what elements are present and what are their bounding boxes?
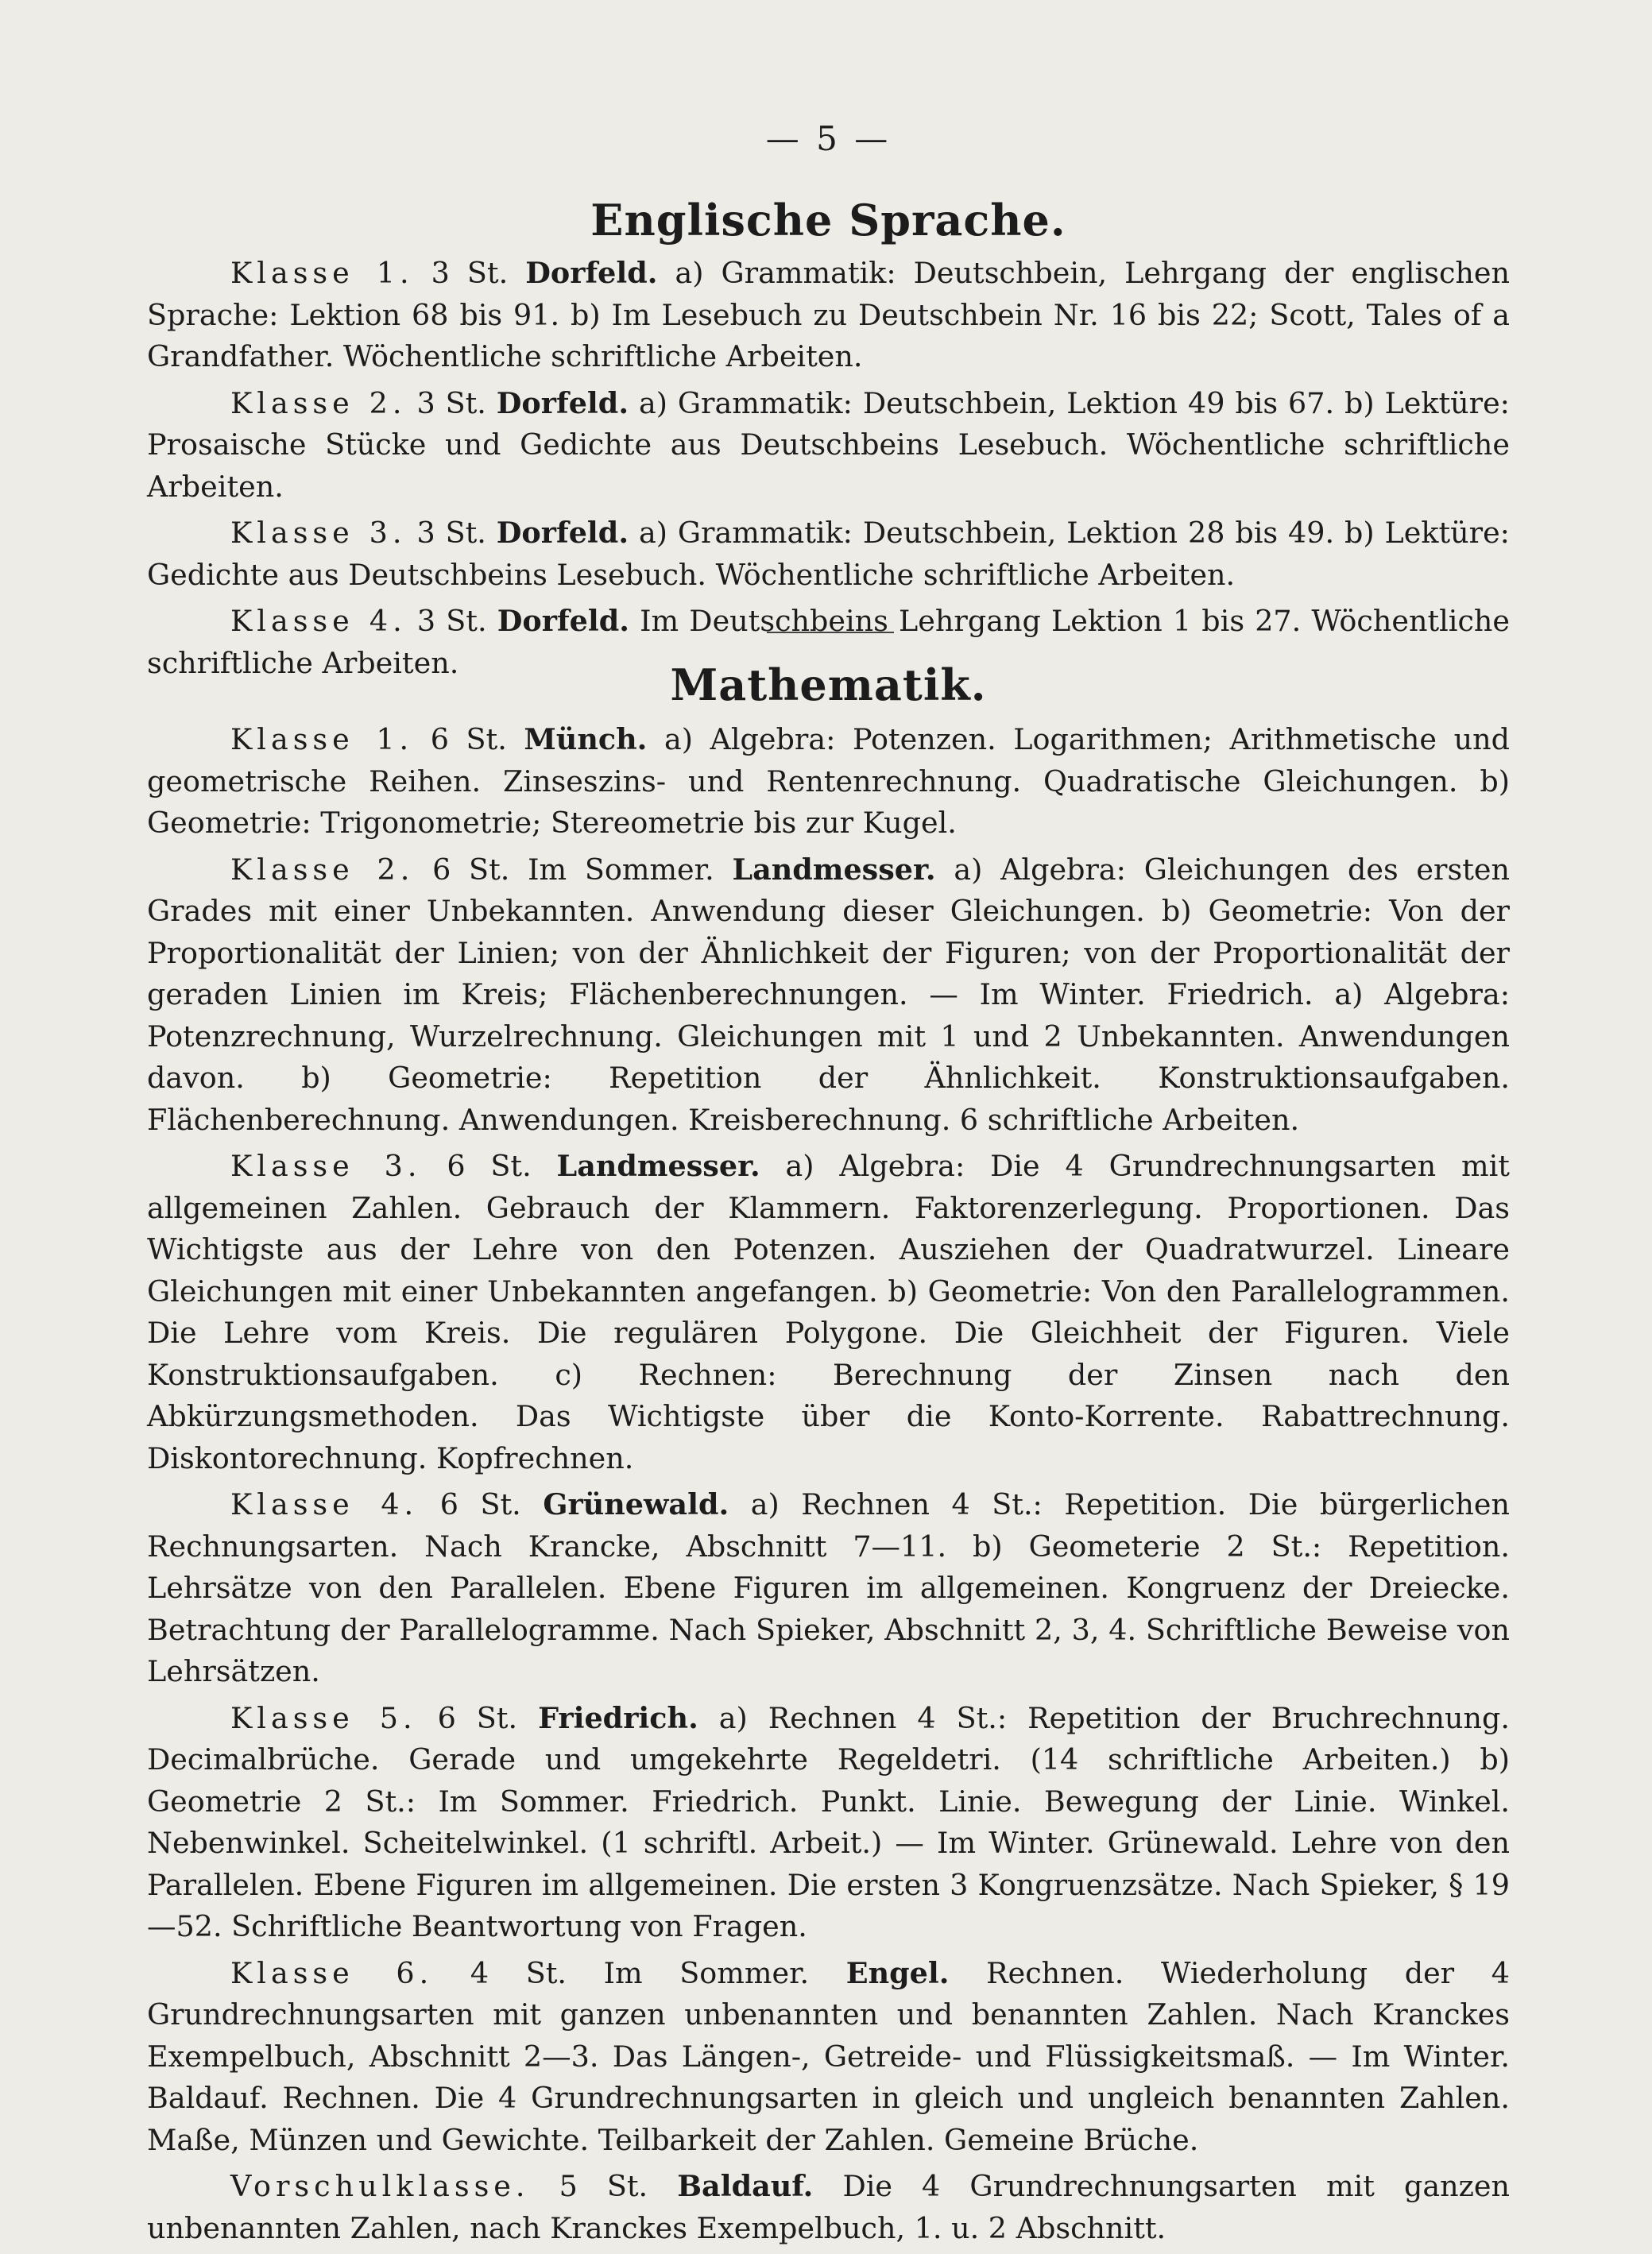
- hours: 5 St.: [559, 2169, 648, 2203]
- hours: 3 St.: [416, 604, 487, 638]
- section-heading-mathematik: Mathematik.: [670, 659, 987, 710]
- teacher-name: Dorfeld.: [496, 385, 629, 420]
- teacher-name: Landmesser.: [556, 1149, 760, 1183]
- curriculum-text: a) Grammatik: Deutschbein, Lektion 28 bis 49. b) Lektüre: Gedichte aus Deutschbeins Lesebuch. Wöchentliche schriftliche Arbeiten.: [147, 516, 1510, 592]
- class-label: Klasse 1.: [230, 256, 414, 290]
- teacher-name: Dorfeld.: [497, 604, 629, 638]
- teacher-name: Friedrich.: [538, 1700, 698, 1735]
- section-divider: [767, 632, 894, 633]
- class-label: Klasse 3.: [230, 516, 407, 550]
- curriculum-text: a) Algebra: Potenzen. Logarithmen; Arithmetische und geometrische Reihen. Zinseszins- und Rentenrechnung. Quadratische Gleichungen. b) Geometrie: Trigonometrie; Stereometrie bis zur Kugel.: [147, 722, 1510, 840]
- section-mathematik: [147, 719, 1510, 2254]
- curriculum-text: a) Rechnen 4 St.: Repetition. Die bürgerlichen Rechnungsarten. Nach Krancke, Abschnitt 7—11. b) Geometerie 2 St.: Repetition. Lehrsätze von den Parallelen. Ebene Figuren im allgemeinen. Kongruenz der Dreiecke. Betrachtung der Parallelogramme. Nach Spieker, Abschnitt 2, 3, 4. Schriftliche Beweise von Lehrsätzen.: [147, 1487, 1510, 1688]
- curriculum-text: a) Algebra: Gleichungen des ersten Grades mit einer Unbekannten. Anwendung dieser Gleichungen. b) Geometrie: Von der Proportionalität der Linien; von der Ähnlichkeit der Figuren; von der Proportionalität der geraden Linien im Kreis; Flächenberechnungen. — Im Winter. Friedrich. a) Algebra: Potenzrechnung, Wurzelrechnung. Gleichungen mit 1 und 2 Unbekannten. Anwendungen davon. b) Geometrie: Repetition der Ähnlichkeit. Konstruktionsaufgaben. Flächenberechnung. Anwendungen. Kreisberechnung. 6 schriftliche Arbeiten.: [147, 852, 1510, 1137]
- class-label: Klasse 6.: [230, 1955, 434, 1990]
- curriculum-paragraph: [147, 1698, 1510, 1948]
- section-heading-englisch: Englische Sprache.: [590, 195, 1066, 246]
- teacher-name: Dorfeld.: [496, 516, 629, 550]
- hours: 6 St.: [430, 722, 507, 756]
- hours: 3 St.: [416, 385, 486, 420]
- teacher-name: Landmesser.: [732, 852, 936, 887]
- class-label: Klasse 4.: [230, 1487, 419, 1521]
- curriculum-paragraph: [147, 1953, 1510, 2162]
- curriculum-text: a) Rechnen 4 St.: Repetition der Bruchrechnung. Decimalbrüche. Gerade und umgekehrte Regeldetri. (14 schriftliche Arbeiten.) b) Geometrie 2 St.: Im Sommer. Friedrich. Punkt. Linie. Bewegung der Linie. Winkel. Nebenwinkel. Scheitelwinkel. (1 schriftl. Arbeit.) — Im Winter. Grünewald. Lehre von den Parallelen. Ebene Figuren im allgemeinen. Die ersten 3 Kongruenzsätze. Nach Spieker, § 19—52. Schriftliche Beantwortung von Fragen.: [147, 1700, 1511, 1943]
- curriculum-paragraph: [147, 1484, 1510, 1693]
- curriculum-paragraph: [147, 849, 1510, 1142]
- curriculum-paragraph: [147, 719, 1510, 845]
- page-number: — 5 —: [765, 119, 892, 158]
- hours: 3 St.: [431, 256, 509, 290]
- class-label: Klasse 5.: [230, 1700, 417, 1735]
- teacher-name: Dorfeld.: [525, 256, 658, 290]
- hours: 6 St.: [447, 1149, 532, 1183]
- curriculum-text: a) Grammatik: Deutschbein, Lektion 49 bis 67. b) Lektüre: Prosaische Stücke und Gedichte aus Deutschbeins Lesebuch. Wöchentliche schriftliche Arbeiten.: [147, 385, 1510, 504]
- hours: 6 St.: [439, 1487, 521, 1521]
- curriculum-paragraph: [147, 383, 1510, 508]
- teacher-name: Engel.: [845, 1955, 950, 1990]
- class-label: Vorschulklasse.: [230, 2169, 530, 2203]
- class-label: Klasse 1.: [230, 722, 414, 756]
- hours: 6 St. Im Sommer.: [432, 852, 714, 887]
- hours: 3 St.: [416, 516, 486, 550]
- teacher-name: Münch.: [524, 722, 648, 756]
- class-label: Klasse 3.: [230, 1149, 422, 1183]
- curriculum-text: a) Grammatik: Deutschbein, Lehrgang der englischen Sprache: Lektion 68 bis 91. b) Im Lesebuch zu Deutschbein Nr. 16 bis 22; Scott, Tales of a Grandfather. Wöchentliche schriftliche Arbeiten.: [147, 256, 1511, 373]
- curriculum-text: Die 4 Grundrechnungsarten mit ganzen unbenannten Zahlen, nach Kranckes Exempelbuch, 1. u. 2 Abschnitt.: [147, 2169, 1510, 2245]
- teacher-name: Baldauf.: [677, 2169, 814, 2203]
- class-label: Klasse 4.: [230, 604, 407, 638]
- section-englisch: [147, 253, 1510, 689]
- curriculum-text: a) Algebra: Die 4 Grundrechnungsarten mit allgemeinen Zahlen. Gebrauch der Klammern. Faktorenzerlegung. Proportionen. Das Wichtigste aus der Lehre von den Potenzen. Ausziehen der Quadratwurzel. Lineare Gleichungen mit einer Unbekannten angefangen. b) Geometrie: Von den Parallelogrammen. Die Lehre vom Kreis. Die regulären Polygone. Die Gleichheit der Figuren. Viele Konstruktionsaufgaben. c) Rechnen: Berechnung der Zinsen nach den Abkürzungsmethoden. Das Wichtigste über die Konto-Korrente. Rabattrechnung. Diskontorechnung. Kopfrechnen.: [147, 1149, 1510, 1475]
- hours: 4 St. Im Sommer.: [470, 1955, 810, 1990]
- curriculum-text: Im Deutschbeins Lehrgang Lektion 1 bis 27. Wöchentliche schriftliche Arbeiten.: [147, 604, 1511, 680]
- hours: 6 St.: [437, 1700, 518, 1735]
- curriculum-paragraph: [147, 253, 1510, 378]
- curriculum-paragraph: [147, 512, 1510, 596]
- curriculum-paragraph: [147, 2166, 1510, 2249]
- class-label: Klasse 2.: [230, 385, 407, 420]
- curriculum-paragraph: [147, 1146, 1510, 1479]
- class-label: Klasse 2.: [230, 852, 415, 887]
- teacher-name: Grünewald.: [543, 1487, 729, 1521]
- curriculum-text: Rechnen. Wiederholung der 4 Grundrechnungsarten mit ganzen unbenannten und benannten Zahlen. Nach Kranckes Exempelbuch, Abschnitt 2—3. Das Längen-, Getreide- und Flüssigkeitsmaß. — Im Winter. Baldauf. Rechnen. Die 4 Grundrechnungsarten in gleich und ungleich benannten Zahlen. Maße, Münzen und Gewichte. Teilbarkeit der Zahlen. Gemeine Brüche.: [147, 1955, 1510, 2157]
